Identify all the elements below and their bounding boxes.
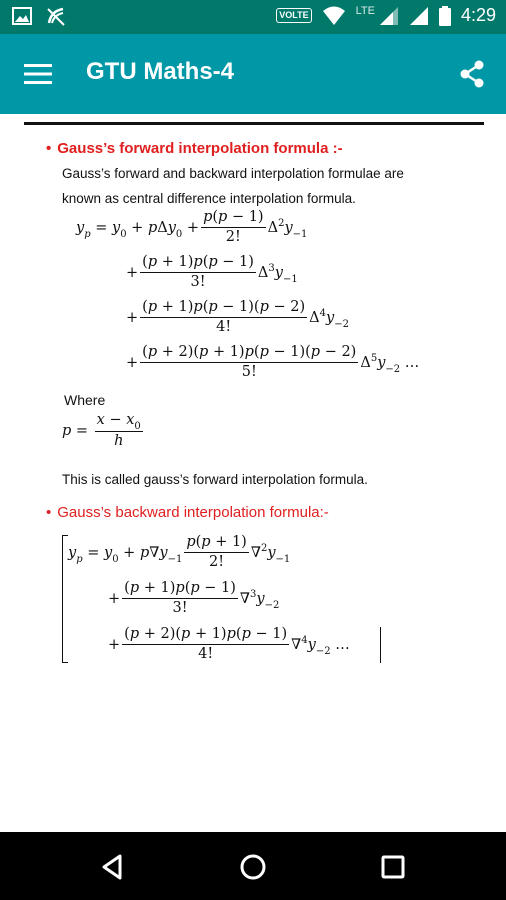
p-definition: p = $\frac{x - x_0}{h}$ [62, 412, 141, 449]
signal-icon [379, 6, 399, 26]
status-bar [0, 0, 506, 34]
app-title: GTU Maths-4 [86, 58, 235, 85]
share-icon[interactable] [458, 60, 486, 88]
forward-formula-line4: + $\frac{(p + 2)(p + 1)p(p - 1)(p - 2)}{5!}$ $\Delta^5$ $y_{-2}$ … [126, 344, 420, 380]
battery-icon [439, 6, 451, 26]
forward-closing: This is called gauss’s forward interpolation formula. [62, 472, 368, 487]
forward-formula-line2: + $\frac{(p + 1)p(p - 1)}{3!}$ $\Delta^3$ $y_{-1}$ [126, 254, 298, 290]
where-label: Where [64, 392, 106, 408]
backward-formula-line2: + $\frac{(p + 1)p(p - 1)}{3!}$ ∇$^3$ $y_{-2}$ [108, 580, 280, 616]
backward-formula-line1: $y_p$ = $y_0$ + p ∇ $y_{-1}$ $\frac{p(p + 1)}{2!}$ ∇$^2$ $y_{-1}$ [68, 534, 291, 570]
clock: 4:29 [460, 5, 496, 25]
back-icon[interactable] [98, 852, 128, 882]
forward-para-line1: Gauss’s forward and backward interpolation formulae are [62, 166, 404, 181]
content-area[interactable] [0, 114, 506, 674]
forward-para-line2: known as central difference interpolation formula. [62, 191, 356, 206]
recents-icon[interactable] [378, 852, 408, 882]
no-sync-icon [46, 6, 66, 26]
divider [24, 122, 484, 125]
bullet-icon: • [46, 504, 52, 521]
app-bar [0, 34, 506, 114]
backward-formula-line3: + $\frac{(p + 2)(p + 1)p(p - 1)}{4!}$ ∇$^4$ $y_{-2}$ … [108, 626, 350, 662]
bullet-icon: • [46, 140, 52, 157]
network-type: LTE [355, 4, 375, 17]
forward-formula-line3: + $\frac{(p + 1)p(p - 1)(p - 2)}{4!}$ $\Delta^4$ $y_{-2}$ [126, 299, 349, 335]
nav-bar [0, 832, 506, 900]
menu-icon[interactable] [24, 62, 52, 86]
signal-icon-2 [409, 6, 429, 26]
home-icon[interactable] [238, 852, 268, 882]
right-bracket [376, 627, 381, 663]
forward-heading: • Gauss’s forward interpolation formula :- [46, 140, 343, 157]
backward-heading: • Gauss’s backward interpolation formula:- [46, 504, 329, 521]
wifi-icon [322, 6, 346, 26]
volte-badge: VOLTE [276, 8, 311, 23]
gallery-icon [12, 7, 32, 25]
forward-formula-line1: $y_p$ = $y_0$ + p Δ $y_0$ + $\frac{p(p - 1)}{2!}$ $\Delta^2$ $y_{-1}$ [76, 209, 308, 245]
